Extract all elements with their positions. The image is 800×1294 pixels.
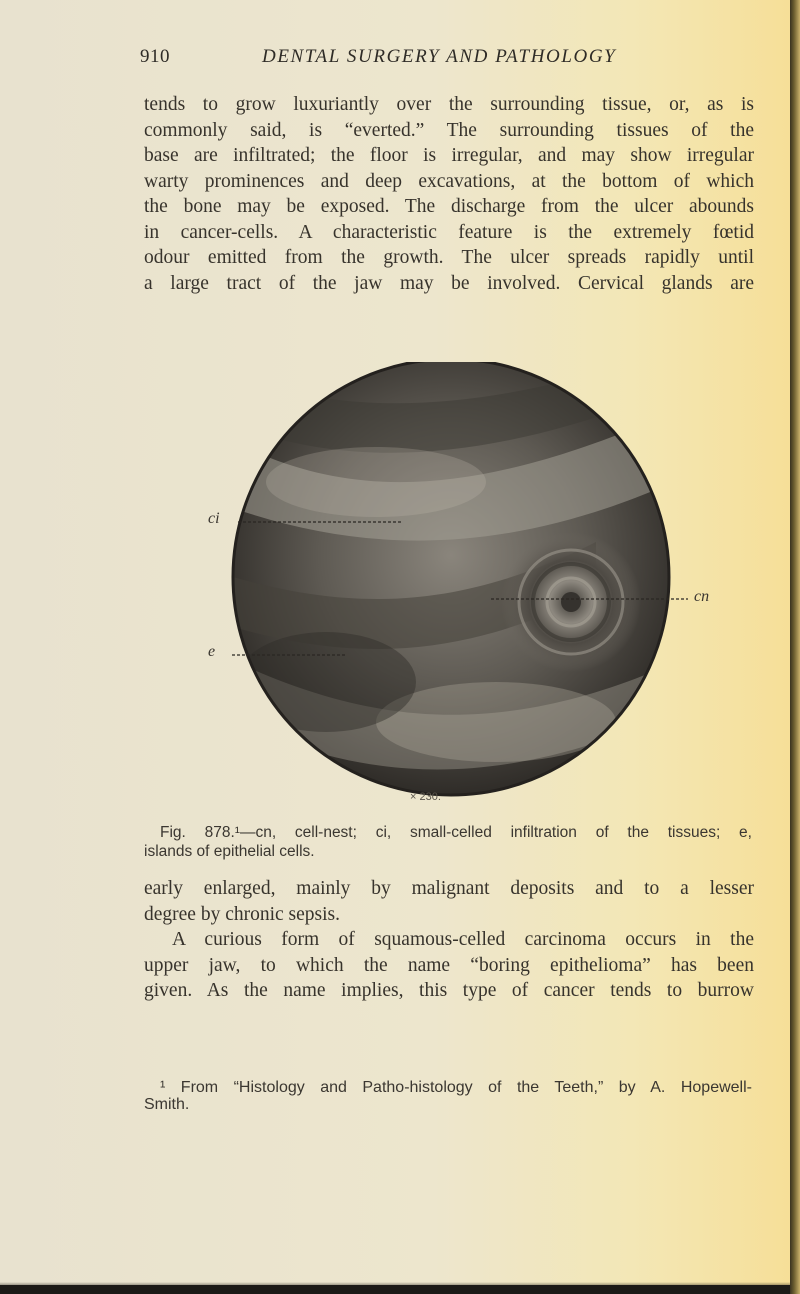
footnote-line: ¹ From “Histology and Patho-histology of the Teeth,” by A. Hopewell- — [160, 1079, 752, 1096]
page-bottom-edge — [0, 1285, 790, 1294]
page-header — [140, 46, 700, 76]
text-line: A curious form of squamous-celled carcinoma occurs in the — [172, 929, 754, 950]
figure-caption — [144, 823, 752, 861]
text-line: base are infiltrated; the floor is irregular, and may show irregular — [144, 145, 754, 166]
text-line: early enlarged, mainly by malignant deposits and to a lesser — [144, 878, 754, 899]
text-line: a large tract of the jaw may be involved. Cervical glands are — [144, 272, 754, 294]
text-line: the bone may be exposed. The discharge from the ulcer abounds — [144, 196, 754, 217]
text-line: warty prominences and deep excavations, at the bottom of which — [144, 170, 754, 192]
micrograph-figure — [196, 362, 716, 802]
paragraph — [144, 876, 754, 927]
text-line: upper jaw, to which the name “boring epithelioma” has been — [144, 954, 754, 976]
cell-nest — [501, 532, 641, 672]
running-head: DENTAL SURGERY AND PATHOLOGY — [262, 46, 617, 67]
book-binding-edge — [790, 0, 800, 1294]
text-line: tends to grow luxuriantly over the surrounding tissue, or, as is — [144, 94, 754, 115]
micrograph-image — [196, 362, 716, 802]
caption-line: islands of epithelial cells. — [144, 843, 315, 860]
text-line: given. As the name implies, this type of cancer tends to burrow — [144, 980, 754, 1001]
bottom-paragraphs — [144, 876, 754, 1004]
label-e: e — [208, 643, 216, 660]
magnification-label: × 230. — [410, 791, 441, 803]
caption-line: Fig. 878.¹—cn, cell-nest; ci, small-celled infiltration of the tissues; e, — [160, 824, 752, 841]
footnote-line: Smith. — [144, 1096, 190, 1113]
label-ci: ci — [208, 510, 220, 527]
text-line: odour emitted from the growth. The ulcer spreads rapidly until — [144, 247, 754, 268]
page-number: 910 — [140, 46, 170, 67]
footnote — [144, 1079, 752, 1113]
text-line: degree by chronic sepsis. — [144, 903, 341, 925]
text-line: commonly said, is “everted.” The surrounding tissues of the — [144, 119, 754, 141]
top-paragraph — [144, 92, 754, 296]
text-line: in cancer-cells. A characteristic feature is the extremely fœtid — [144, 221, 754, 243]
label-cn: cn — [694, 588, 710, 605]
paragraph — [144, 927, 754, 1004]
